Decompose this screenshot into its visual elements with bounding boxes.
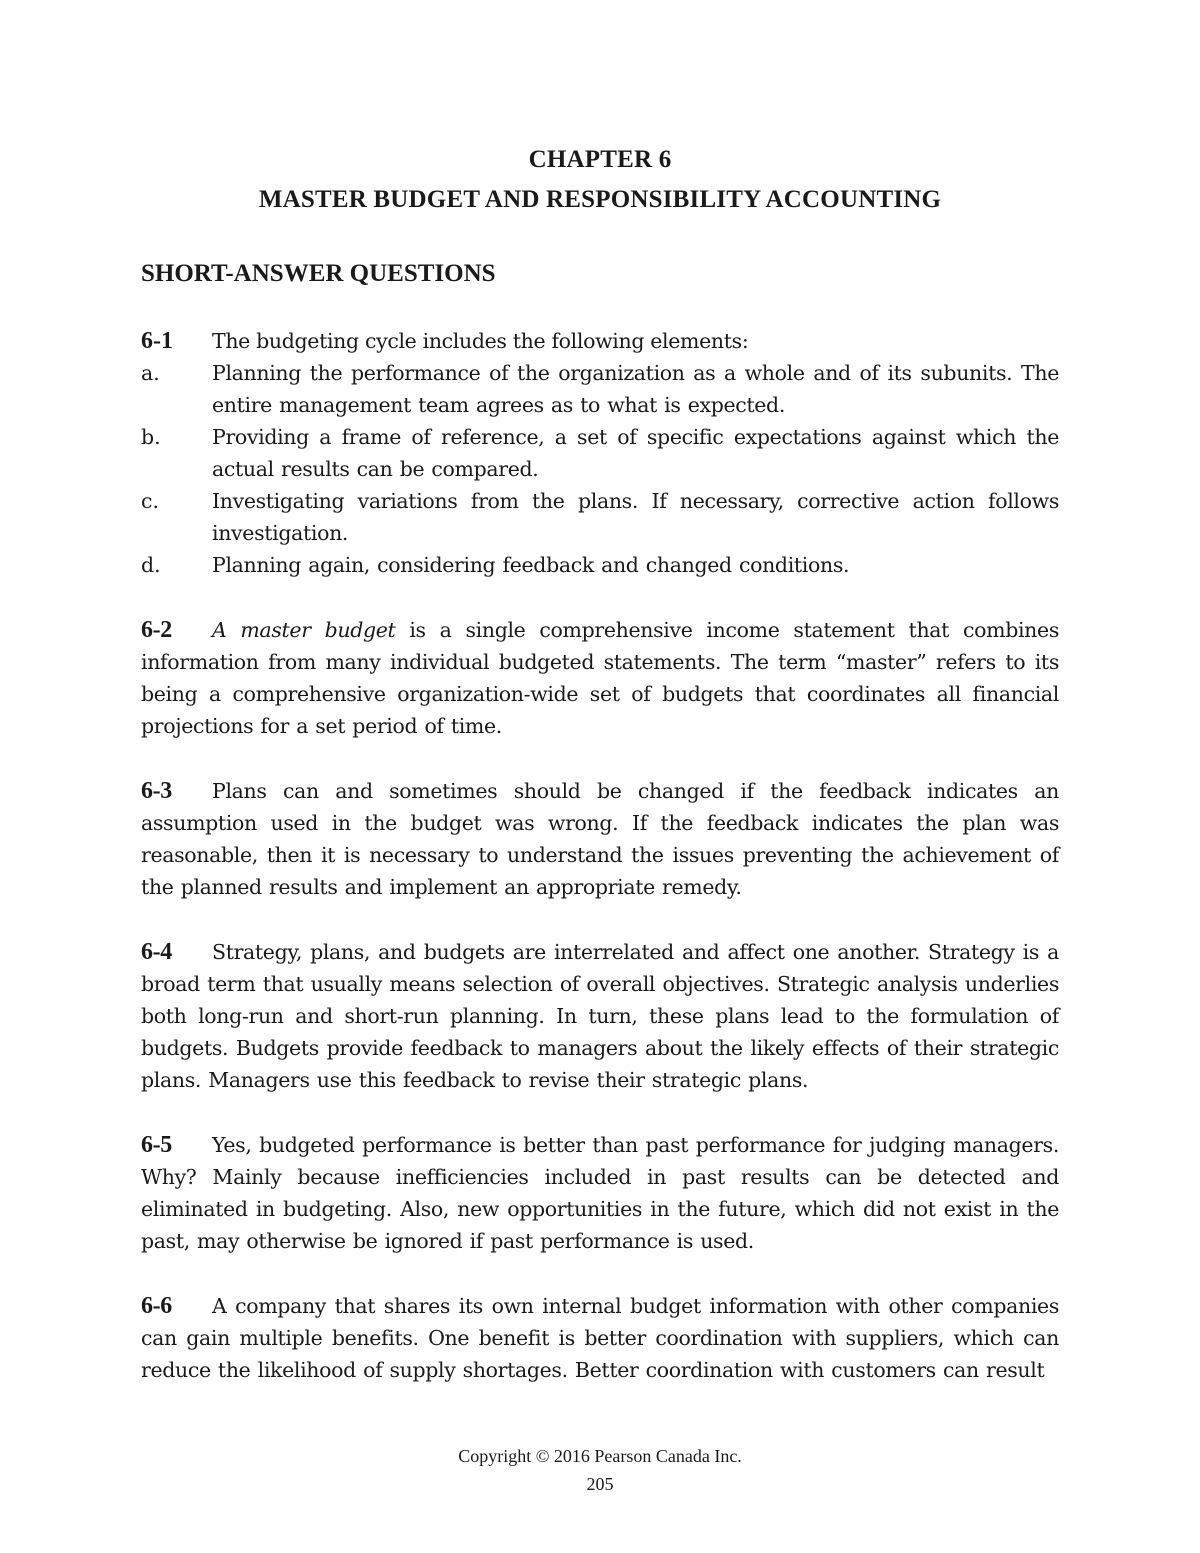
question-6-5: [141, 1129, 1059, 1257]
list-item-label: b.: [141, 425, 161, 449]
list-item-text: Planning again, considering feedback and changed conditions.: [212, 553, 850, 577]
list-item-label: d.: [141, 553, 161, 577]
list-item: [141, 549, 1059, 581]
question-text: A company that shares its own internal budget information with other companies can gain multiple benefits. One benefit is better coordination with suppliers, which can reduce the likelihood of supply shortages. Better coordination with customers can result: [141, 1294, 1059, 1382]
question-paragraph: [141, 1129, 1059, 1257]
page-number: 205: [586, 1474, 614, 1494]
question-6-6: [141, 1290, 1059, 1386]
question-6-3: [141, 775, 1059, 903]
question-6-1: [141, 325, 1059, 581]
list-item-text: Providing a frame of reference, a set of specific expectations against which the actual results can be compared.: [212, 425, 1059, 481]
question-intro-row: [141, 325, 1059, 357]
question-number: 6-4: [141, 939, 172, 965]
question-paragraph: [141, 614, 1059, 742]
list-item: [141, 357, 1059, 421]
question-number: 6-1: [141, 328, 173, 354]
defined-term: A master budget: [212, 618, 396, 642]
page-footer: [0, 1442, 1200, 1498]
question-number: 6-2: [141, 617, 172, 643]
question-paragraph: [141, 936, 1059, 1096]
chapter-title: MASTER BUDGET AND RESPONSIBILITY ACCOUNTING: [258, 186, 942, 213]
list-item-text: Planning the performance of the organization as a whole and of its subunits. The entire management team agrees as to what is expected.: [212, 361, 1059, 417]
question-6-2: [141, 614, 1059, 742]
question-paragraph: [141, 775, 1059, 903]
question-number: 6-3: [141, 778, 172, 804]
question-number: 6-6: [141, 1293, 172, 1319]
list-item: [141, 421, 1059, 485]
question-text: is a single comprehensive income statement that combines information from many individual budgeted statements. The term “master” refers to its being a comprehensive organization-wide set of budgets that coordinates all financial projections for a set period of time.: [141, 618, 1059, 738]
question-text: Yes, budgeted performance is better than past performance for judging managers. Why? Mainly because inefficiencies included in past results can be detected and eliminated in budgeting. Also, new opportunities in the future, which did not exist in the past, may otherwise be ignored if past performance is used.: [141, 1133, 1059, 1253]
list-item-label: c.: [141, 489, 159, 513]
question-6-4: [141, 936, 1059, 1096]
list-item: [141, 485, 1059, 549]
question-text: Strategy, plans, and budgets are interrelated and affect one another. Strategy is a broad term that usually means selection of overall objectives. Strategic analysis underlies both long-run and short-run planning. In turn, these plans lead to the formulation of budgets. Budgets provide feedback to managers about the likely effects of their strategic plans. Managers use this feedback to revise their strategic plans.: [141, 940, 1059, 1092]
question-paragraph: [141, 1290, 1059, 1386]
chapter-label: CHAPTER 6: [528, 146, 672, 173]
section-heading: SHORT-ANSWER QUESTIONS: [141, 260, 496, 287]
question-intro-text: The budgeting cycle includes the following elements:: [212, 329, 749, 353]
question-number: 6-5: [141, 1132, 172, 1158]
page-content: [141, 140, 1059, 1386]
list-item-text: Investigating variations from the plans. If necessary, corrective action follows investigation.: [212, 489, 1059, 545]
copyright-notice: Copyright © 2016 Pearson Canada Inc.: [458, 1446, 742, 1466]
question-text: Plans can and sometimes should be changed if the feedback indicates an assumption used in the budget was wrong. If the feedback indicates the plan was reasonable, then it is necessary to understand the issues preventing the achievement of the planned results and implement an appropriate remedy.: [141, 779, 1059, 899]
list-item-label: a.: [141, 361, 160, 385]
